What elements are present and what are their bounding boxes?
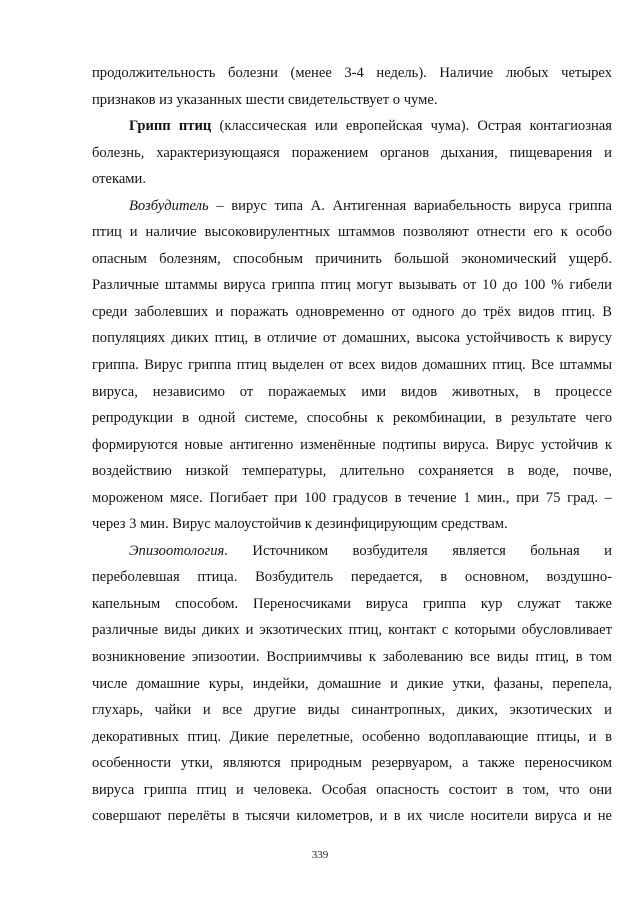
text-line: вируса, независимо от поражаемых ими видов животных, в процессе [92, 383, 612, 400]
paragraph-plague-criteria [92, 60, 612, 113]
text-line: мороженом мясе. Погибает при 100 градусов в течение 1 мин., при 75 град. – [92, 489, 612, 506]
text-line: отеками. [92, 171, 146, 188]
term-heading-bird-flu: Грипп птиц [129, 118, 212, 135]
body-text [92, 60, 612, 830]
text-line: через 3 мин. Вирус малоустойчив к дезинфицирующим средствам. [92, 516, 508, 533]
text-line: Различные штаммы вируса гриппа птиц могут вызывать от 10 до 100 % гибели [92, 277, 612, 294]
text-line: репродукции в одной системе, способны к рекомбинации, в результате чего [92, 410, 612, 427]
paragraph-epizootology [92, 538, 612, 830]
text-line [92, 113, 612, 140]
text-line: возникновение эпизоотии. Восприимчивы к заболеванию все виды птиц, в том [92, 649, 612, 666]
text-line [92, 538, 612, 565]
text-fragment: Источником возбудителя является больная и [227, 542, 612, 559]
text-line: гриппа. Вирус гриппа птиц выделен от всех видов домашних птиц. Все штаммы [92, 357, 612, 374]
text-line: совершают перелёты в тысячи километров, и в их числе носители вируса и не [92, 808, 612, 825]
text-line: опасным болезням, способным причинить большой экономический ущерб. [92, 250, 612, 267]
text-line: популяциях диких птиц, в отличие от домашних, высока устойчивость к вирусу [92, 330, 612, 347]
text-line: числе домашние куры, индейки, домашние и дикие утки, фазаны, перепела, [92, 675, 612, 692]
page-number: 339 [311, 849, 329, 861]
term-heading-pathogen: Возбудитель [129, 197, 209, 214]
text-fragment: – вирус типа А. Антигенная вариабельность вируса гриппа [208, 197, 612, 214]
text-line: глухарь, чайки и все другие виды синантропных, диких, экзотических и [92, 702, 612, 719]
text-line: особенности утки, являются природным резервуаром, а также переносчиком [92, 755, 612, 772]
text-line: переболевшая птица. Возбудитель передается, в основном, воздушно- [92, 569, 612, 586]
paragraph-bird-flu [92, 113, 612, 193]
text-line: птиц и наличие высоковирулентных штаммов позволяют отнести его к особо [92, 224, 612, 241]
text-line: декоративных птиц. Дикие перелетные, особенно водоплавающие птицы, и в [92, 728, 612, 745]
text-line: воздействию низкой температуры, длительно сохраняется в воде, почве, [92, 463, 612, 480]
text-line: формируются новые антигенно изменённые подтипы вируса. Вирус устойчив к [92, 436, 612, 453]
text-line: признаков из указанных шести свидетельствует о чуме. [92, 91, 438, 108]
text-fragment: (классическая или европейская чума). Острая контагиозная [211, 118, 612, 135]
text-line: вируса гриппа птиц и человека. Особая опасность состоит в том, что они [92, 781, 612, 798]
text-line: различные виды диких и экзотических птиц, контакт с которыми обусловливает [92, 622, 612, 639]
text-line: капельным способом. Переносчиками вируса гриппа кур служат также [92, 595, 612, 612]
text-line: среди заболевших и поражать одновременно от одного до трёх видов птиц. В [92, 303, 612, 320]
text-line: болезнь, характеризующаяся поражением органов дыхания, пищеварения и [92, 144, 612, 161]
text-line: продолжительность болезни (менее 3-4 недель). Наличие любых четырех [92, 65, 612, 81]
text-line [92, 193, 612, 220]
term-heading-epizootology: Эпизоотология. [129, 542, 228, 559]
paragraph-pathogen [92, 193, 612, 538]
